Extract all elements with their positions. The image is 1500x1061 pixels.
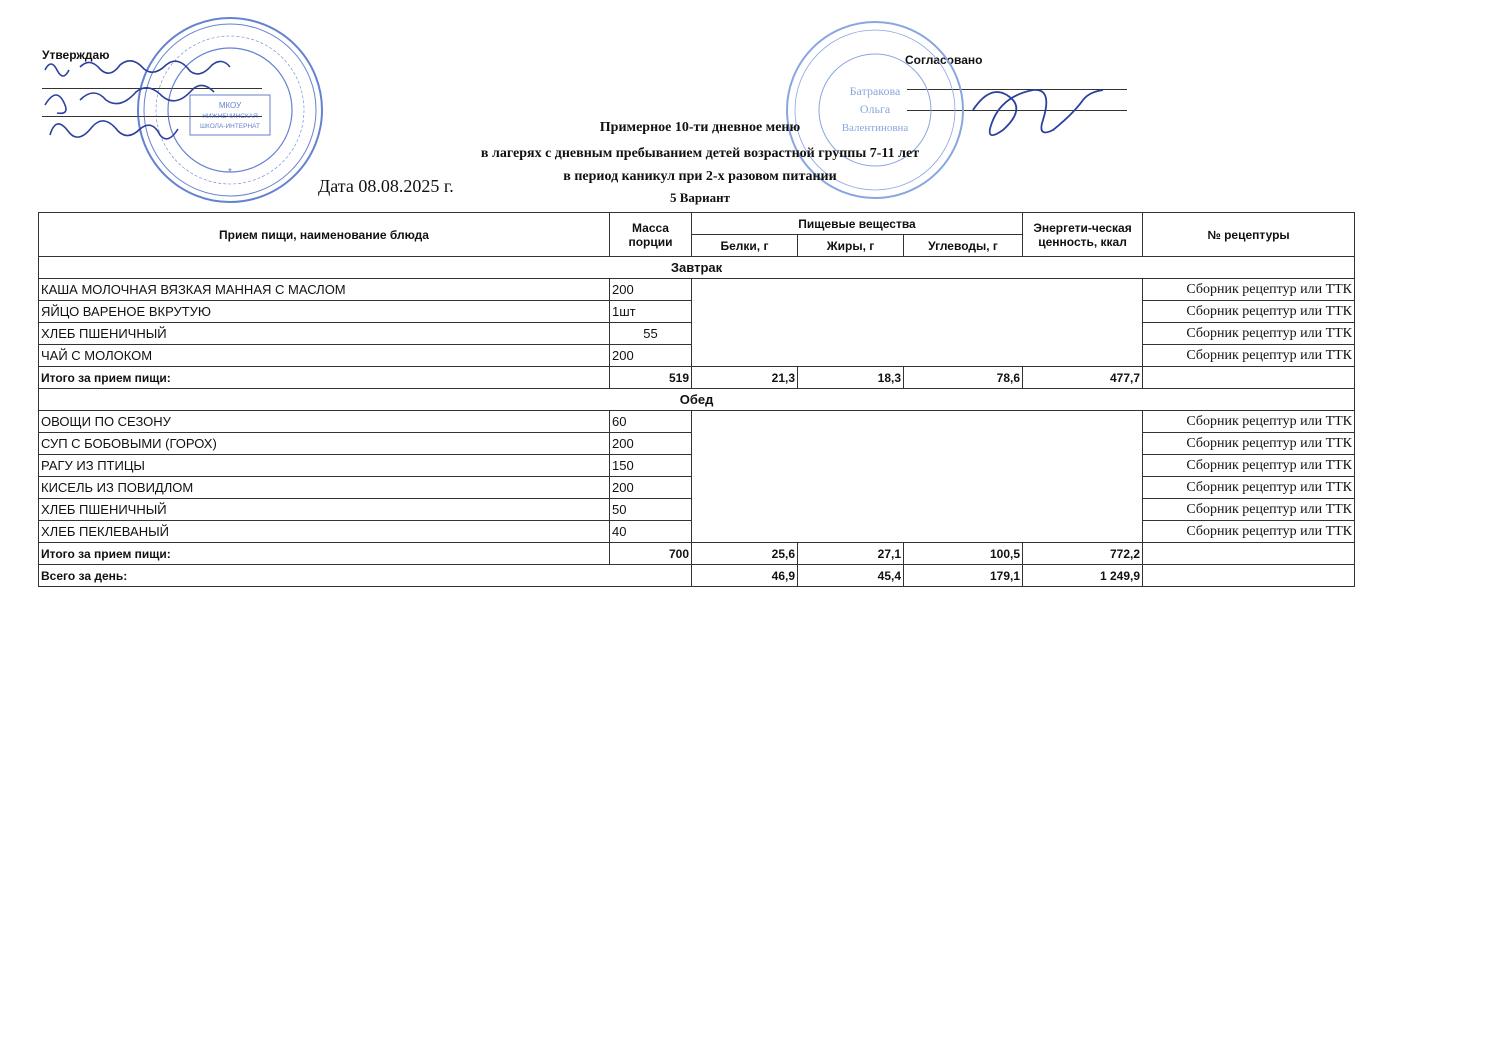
col-header-protein: Белки, г — [692, 235, 798, 257]
menu-variant: 5 Вариант — [669, 190, 731, 205]
svg-text:Батракова: Батракова — [849, 84, 901, 98]
total-energy: 772,2 — [1023, 543, 1143, 565]
dish-mass: 150 — [610, 455, 692, 477]
total-mass: 519 — [610, 367, 692, 389]
svg-text:*: * — [228, 167, 232, 178]
col-header-recipe: № рецептуры — [1143, 213, 1355, 257]
total-label: Итого за прием пищи: — [39, 543, 610, 565]
dish-name: ЧАЙ С МОЛОКОМ — [39, 345, 610, 367]
total-mass: 700 — [610, 543, 692, 565]
dish-recipe: Сборник рецептур или ТТК — [1143, 477, 1355, 499]
breakfast-total-row — [39, 367, 1355, 389]
document-date: Дата 08.08.2025 г. — [318, 176, 454, 196]
dish-mass: 50 — [610, 499, 692, 521]
dish-mass: 200 — [610, 345, 692, 367]
dish-recipe: Сборник рецептур или ТТК — [1143, 345, 1355, 367]
dish-name: КИСЕЛЬ ИЗ ПОВИДЛОМ — [39, 477, 610, 499]
svg-text:Ольга: Ольга — [859, 102, 891, 116]
col-header-dish: Прием пищи, наименование блюда — [39, 213, 610, 257]
dish-name: ХЛЕБ ПШЕНИЧНЫЙ — [39, 499, 610, 521]
dish-recipe: Сборник рецептур или ТТК — [1143, 301, 1355, 323]
lunch-total-row — [39, 543, 1355, 565]
table-row — [39, 279, 1355, 301]
agreed-label: Согласовано — [905, 53, 983, 67]
total-carbs: 78,6 — [904, 367, 1023, 389]
dish-mass: 200 — [610, 279, 692, 301]
total-label: Итого за прием пищи: — [39, 367, 610, 389]
table-row — [39, 411, 1355, 433]
day-total-protein: 46,9 — [692, 565, 798, 587]
day-total-recipe-blank — [1143, 565, 1355, 587]
dish-name: СУП С БОБОВЫМИ (ГОРОХ) — [39, 433, 610, 455]
day-total-energy: 1 249,9 — [1023, 565, 1143, 587]
menu-table — [38, 212, 1355, 587]
total-carbs: 100,5 — [904, 543, 1023, 565]
dish-name: ЯЙЦО ВАРЕНОЕ ВКРУТУЮ — [39, 301, 610, 323]
dish-name: КАША МОЛОЧНАЯ ВЯЗКАЯ МАННАЯ С МАСЛОМ — [39, 279, 610, 301]
nutrients-blank — [692, 279, 1143, 367]
svg-text:ШКОЛА-ИНТЕРНАТ: ШКОЛА-ИНТЕРНАТ — [200, 123, 260, 130]
col-header-energy: Энергети-ческая ценность, ккал — [1023, 213, 1143, 257]
col-header-fat: Жиры, г — [798, 235, 904, 257]
dish-recipe: Сборник рецептур или ТТК — [1143, 279, 1355, 301]
total-fat: 18,3 — [798, 367, 904, 389]
day-total-carbs: 179,1 — [904, 565, 1023, 587]
section-title: Обед — [39, 389, 1355, 411]
total-recipe-blank — [1143, 543, 1355, 565]
dish-recipe: Сборник рецептур или ТТК — [1143, 455, 1355, 477]
dish-mass: 40 — [610, 521, 692, 543]
dish-recipe: Сборник рецептур или ТТК — [1143, 433, 1355, 455]
total-protein: 21,3 — [692, 367, 798, 389]
day-total-fat: 45,4 — [798, 565, 904, 587]
document-title: Примерное 10-ти дневное меню — [599, 120, 801, 135]
col-header-carbs: Углеводы, г — [904, 235, 1023, 257]
dish-name: ХЛЕБ ПШЕНИЧНЫЙ — [39, 323, 610, 345]
svg-text:НИЖНЕЧИНСКАЯ: НИЖНЕЧИНСКАЯ — [202, 113, 258, 120]
day-total-row — [39, 565, 1355, 587]
dish-name: ХЛЕБ ПЕКЛЕВАНЫЙ — [39, 521, 610, 543]
dish-recipe: Сборник рецептур или ТТК — [1143, 411, 1355, 433]
dish-mass: 200 — [610, 433, 692, 455]
dish-mass: 1шт — [610, 301, 692, 323]
agreed-signature — [965, 60, 1115, 150]
dish-mass: 200 — [610, 477, 692, 499]
section-lunch — [39, 389, 1355, 411]
document-subtitle: в лагерях с дневным пребыванием детей возрастной группы 7-11 лет — [480, 146, 920, 161]
dish-name: РАГУ ИЗ ПТИЦЫ — [39, 455, 610, 477]
day-total-label: Всего за день: — [39, 565, 692, 587]
approve-label: Утверждаю — [42, 48, 110, 62]
dish-recipe: Сборник рецептур или ТТК — [1143, 499, 1355, 521]
document-subtitle: в период каникул при 2-х разовом питании — [563, 169, 837, 184]
svg-text:Валентиновна: Валентиновна — [841, 122, 909, 134]
dish-name: ОВОЩИ ПО СЕЗОНУ — [39, 411, 610, 433]
total-fat: 27,1 — [798, 543, 904, 565]
nutrients-blank — [692, 411, 1143, 543]
section-breakfast — [39, 257, 1355, 279]
total-protein: 25,6 — [692, 543, 798, 565]
svg-text:МКОУ: МКОУ — [218, 101, 242, 110]
total-energy: 477,7 — [1023, 367, 1143, 389]
col-header-mass: Масса порции — [610, 213, 692, 257]
total-recipe-blank — [1143, 367, 1355, 389]
col-header-nutrients: Пищевые вещества — [692, 213, 1023, 235]
dish-recipe: Сборник рецептур или ТТК — [1143, 521, 1355, 543]
dish-mass: 55 — [610, 323, 692, 345]
director-signature — [40, 55, 300, 155]
dish-recipe: Сборник рецептур или ТТК — [1143, 323, 1355, 345]
dish-mass: 60 — [610, 411, 692, 433]
section-title: Завтрак — [39, 257, 1355, 279]
